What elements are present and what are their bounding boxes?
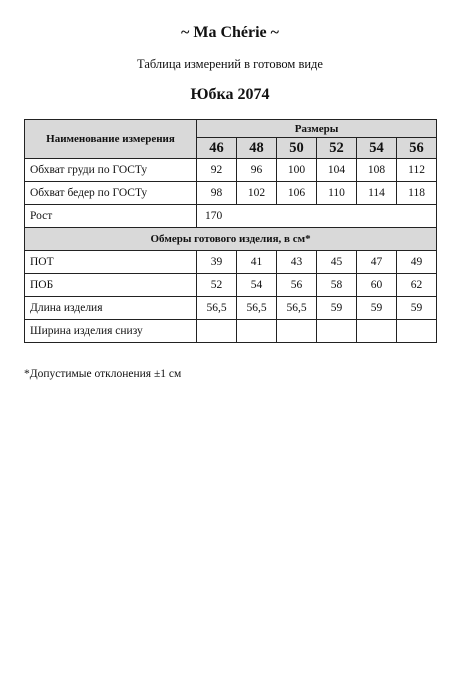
table-cell: 62 [397, 274, 437, 297]
row-label: ПОТ [25, 251, 197, 274]
size-cell: 48 [237, 138, 277, 159]
table-cell: 110 [317, 182, 357, 205]
table-cell: 102 [237, 182, 277, 205]
size-cell: 52 [317, 138, 357, 159]
size-cell: 50 [277, 138, 317, 159]
table-cell: 56 [277, 274, 317, 297]
measurement-table [24, 119, 437, 343]
table-cell: 98 [197, 182, 237, 205]
size-cell: 46 [197, 138, 237, 159]
table-cell: 54 [237, 274, 277, 297]
table-cell: 112 [397, 159, 437, 182]
sizes-header: Размеры [197, 120, 437, 138]
row-label: ПОБ [25, 274, 197, 297]
table-cell [317, 320, 357, 343]
table-cell: 108 [357, 159, 397, 182]
table-subtitle: Таблица измерений в готовом виде [137, 57, 323, 71]
table-cell [357, 320, 397, 343]
height-value: 170 [197, 205, 437, 228]
table-cell: 49 [397, 251, 437, 274]
table-cell: 56,5 [197, 297, 237, 320]
table-row-hips [25, 182, 437, 205]
table-cell: 58 [317, 274, 357, 297]
table-cell: 56,5 [277, 297, 317, 320]
row-label: Рост [25, 205, 197, 228]
table-cell: 106 [277, 182, 317, 205]
table-row-pot [25, 251, 437, 274]
tolerance-footnote: *Допустимые отклонения ±1 см [24, 368, 182, 380]
size-cell: 56 [397, 138, 437, 159]
table-row-chest [25, 159, 437, 182]
table-row-height [25, 205, 437, 228]
table-cell: 118 [397, 182, 437, 205]
size-cell: 54 [357, 138, 397, 159]
measurement-name-header: Наименование измерения [25, 120, 197, 159]
table-row-hem-width [25, 320, 437, 343]
table-cell: 43 [277, 251, 317, 274]
table-cell: 39 [197, 251, 237, 274]
section-header-row [25, 228, 437, 251]
section-title: Обмеры готового изделия, в см* [25, 228, 437, 251]
table-cell: 47 [357, 251, 397, 274]
table-cell: 52 [197, 274, 237, 297]
table-cell: 96 [237, 159, 277, 182]
table-cell: 100 [277, 159, 317, 182]
product-title: Юбка 2074 [190, 86, 270, 103]
row-label: Длина изделия [25, 297, 197, 320]
table-cell: 60 [357, 274, 397, 297]
table-cell: 45 [317, 251, 357, 274]
table-cell [237, 320, 277, 343]
row-label: Обхват бедер по ГОСТу [25, 182, 197, 205]
table-cell: 59 [317, 297, 357, 320]
table-cell: 114 [357, 182, 397, 205]
table-cell [277, 320, 317, 343]
header-row-sizes-label [25, 120, 437, 138]
table-cell: 104 [317, 159, 357, 182]
brand-title: ~ Ma Chérie ~ [181, 24, 279, 41]
table-row-pob [25, 274, 437, 297]
table-row-length [25, 297, 437, 320]
table-cell: 56,5 [237, 297, 277, 320]
table-cell [197, 320, 237, 343]
row-label: Обхват груди по ГОСТу [25, 159, 197, 182]
row-label: Ширина изделия снизу [25, 320, 197, 343]
table-cell: 92 [197, 159, 237, 182]
table-cell: 59 [397, 297, 437, 320]
table-cell [397, 320, 437, 343]
table-cell: 41 [237, 251, 277, 274]
table-cell: 59 [357, 297, 397, 320]
